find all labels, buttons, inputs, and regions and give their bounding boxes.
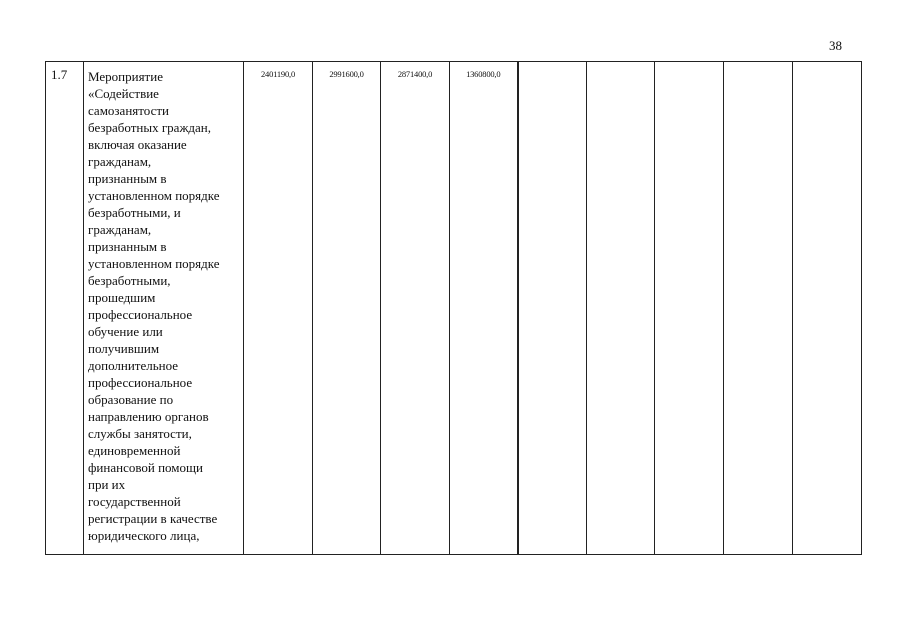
description-line: признанным в (88, 171, 167, 186)
description-line: установленном порядке (88, 256, 220, 271)
empty-cell (724, 62, 793, 555)
description-cell (84, 62, 244, 555)
description-line: финансовой помощи (88, 460, 203, 475)
description-line: безработными, и (88, 205, 181, 220)
description-line: включая оказание (88, 137, 187, 152)
description-line: обучение или (88, 324, 163, 339)
description-line: безработных граждан, (88, 120, 212, 135)
description-line: дополнительное (88, 358, 179, 373)
description-line: при их (88, 477, 126, 492)
description-line: юридического лица, (88, 528, 200, 543)
description-line: профессиональное (88, 307, 193, 322)
description-line: образование по (88, 392, 174, 407)
description-line: безработными, (88, 273, 171, 288)
empty-cell (518, 62, 587, 555)
value-cell: 2991600,0 (313, 62, 381, 555)
empty-cell (655, 62, 724, 555)
description-line: профессиональное (88, 375, 193, 390)
description-line: «Содействие (88, 86, 159, 101)
description-line: направлению органов (88, 409, 209, 424)
description-line: гражданам, (88, 222, 152, 237)
table-row (46, 62, 862, 555)
value-cell: 2871400,0 (381, 62, 450, 555)
description-line: признанным в (88, 239, 167, 254)
value-cell: 1360800,0 (450, 62, 518, 555)
description-line: службы занятости, (88, 426, 192, 441)
value-cell: 2401190,0 (244, 62, 313, 555)
empty-cell (793, 62, 862, 555)
description-line: регистрации в качестве (88, 511, 218, 526)
program-table (45, 61, 862, 555)
description-line: государственной (88, 494, 181, 509)
description-line: самозанятости (88, 103, 170, 118)
description-line: установленном порядке (88, 188, 220, 203)
description-line: получившим (88, 341, 160, 356)
description-line: Мероприятие (88, 69, 163, 84)
description-line: прошедшим (88, 290, 156, 305)
page-number: 38 (829, 38, 842, 53)
description-line: гражданам, (88, 154, 152, 169)
empty-cell (587, 62, 655, 555)
description-line: единовременной (88, 443, 181, 458)
row-number-cell: 1.7 (46, 62, 84, 555)
